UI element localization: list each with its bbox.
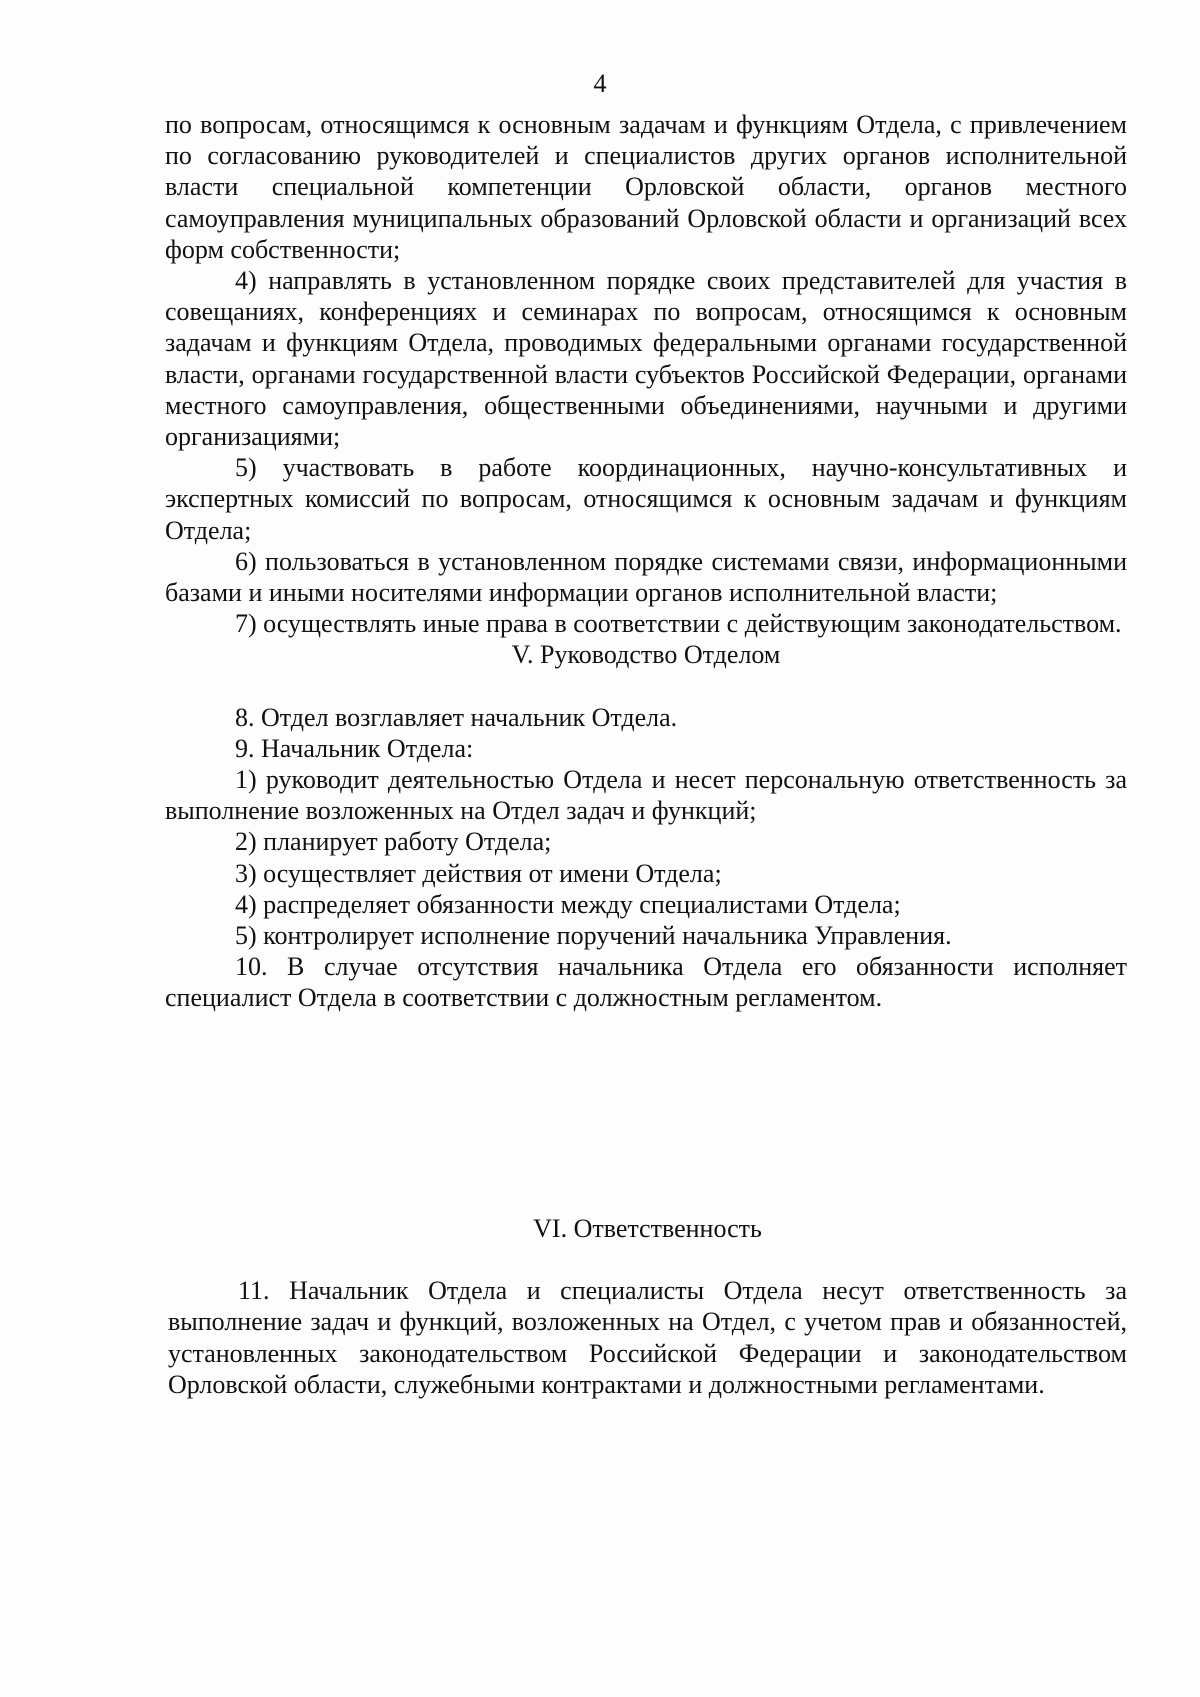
paragraph-11: 11. Начальник Отдела и специалисты Отдела несут ответственность за выполнение задач и функций, возложенных на Отдел, с учетом прав и обязанностей, установленных законодательством Российской Федерации и законодательством Орловской области, служебными контрактами и должностными регламентами.	[168, 1276, 1127, 1399]
paragraph-continuation: по вопросам, относящимся к основным задачам и функциям Отдела, с привлечением по согласованию руководителей и специалистов других органов исполнительной власти специальной компетенции Орловской области, органов местного самоуправления муниципальных образований Орловской области и организаций всех форм собственности;	[165, 110, 1127, 264]
document-body	[165, 109, 1127, 1014]
paragraph-item-7: 7) осуществлять иные права в соответствии с действующим законодательством.	[235, 609, 1122, 639]
paragraph-9: 9. Начальник Отдела:	[235, 733, 474, 763]
paragraph-item-5: 5) участвовать в работе координационных, научно-консультативных и экспертных комиссий по вопросам, относящимся к основным задачам и функциям Отдела;	[165, 453, 1127, 545]
section-heading-vi: VI. Ответственность	[533, 1214, 762, 1243]
paragraph-item-6: 6) пользоваться в установленном порядке системами связи, информационными базами и иными носителями информации органов исполнительной власти;	[165, 546, 1127, 608]
paragraph-item-4: 4) направлять в установленном порядке своих представителей для участия в совещаниях, конференциях и семинарах по вопросам, относящимся к основным задачам и функциям Отдела, проводимых федеральными органами государственной власти, органами государственной власти субъектов Российской Федерации, органами местного самоуправления, общественными объединениями, научными и другими организациями;	[165, 266, 1127, 452]
paragraph-9-item-1: 1) руководит деятельностью Отдела и несет персональную ответственность за выполнение возложенных на Отдел задач и функций;	[165, 765, 1127, 826]
document-body-section-vi	[168, 1213, 1127, 1400]
paragraph-9-item-2: 2) планирует работу Отдела;	[235, 827, 552, 857]
paragraph-10: 10. В случае отсутствия начальника Отдела его обязанности исполняет специалист Отдела в соответствии с должностным регламентом.	[165, 952, 1127, 1013]
page-number: 4	[593, 69, 607, 98]
section-heading-v: V. Руководство Отделом	[511, 640, 781, 670]
paragraph-9-item-3: 3) осуществляет действия от имени Отдела;	[235, 858, 722, 888]
paragraph-9-item-5: 5) контролирует исполнение поручений начальника Управления.	[235, 921, 952, 951]
paragraph-8: 8. Отдел возглавляет начальник Отдела.	[235, 702, 678, 732]
paragraph-9-item-4: 4) распределяет обязанности между специалистами Отдела;	[235, 889, 901, 919]
